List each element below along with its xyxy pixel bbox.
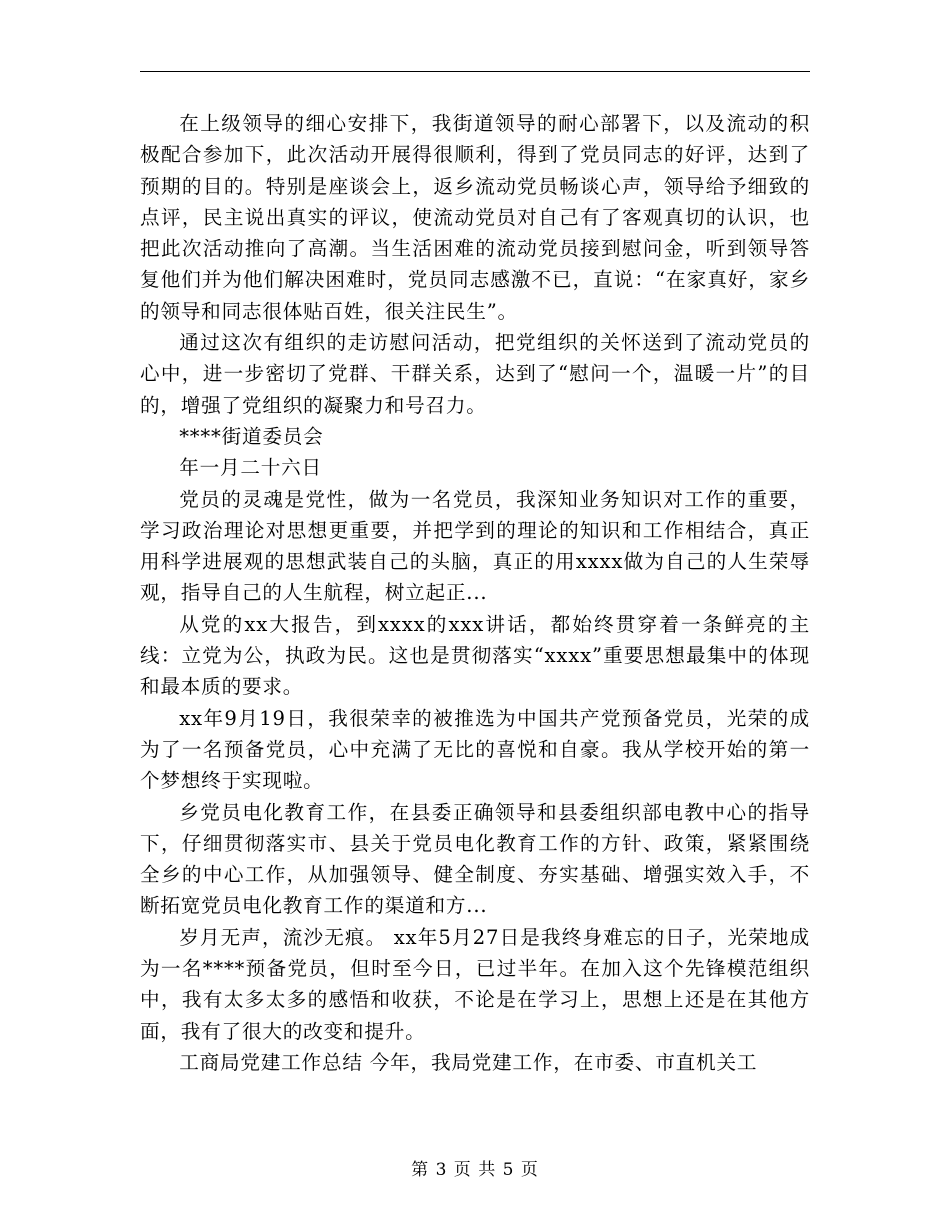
paragraph: 在上级领导的细心安排下，我街道领导的耐心部署下，以及流动的积极配合参加下，此次活动开展得很顺利，得到了党员同志的好评，达到了预期的目的。特别是座谈会上，返乡流动党员畅谈心声，领导给予细致的点评，民主说出真实的评议，使流动党员对自己有了客观真切的认识，也把此次活动推向了高潮。当生活困难的流动党员接到慰问金，听到领导答复他们并为他们解决困难时，党员同志感激不已，直说：“在家真好，家乡的领导和同志很体贴百姓，很关注民生”。 <box>140 112 810 323</box>
paragraph: 乡党员电化教育工作，在县委正确领导和县委组织部电教中心的指导下，仔细贯彻落实市、县关于党员电化教育工作的方针、政策，紧紧围绕全乡的中心工作，从加强领导、健全制度、夯实基础、增强实效入手，不断拓宽党员电化教育工作的渠道和方... <box>140 800 810 918</box>
paragraph: 通过这次有组织的走访慰问活动，把党组织的关怀送到了流动党员的心中，进一步密切了党群、干群关系，达到了“慰问一个，温暖一片”的目的，增强了党组织的凝聚力和号召力。 <box>140 331 810 417</box>
paragraph: xx年9月19日，我很荣幸的被推选为中国共产党预备党员，光荣的成为了一名预备党员，心中充满了无比的喜悦和自豪。我从学校开始的第一个梦想终于实现啦。 <box>140 706 810 793</box>
signature-org: ****街道委员会 <box>179 424 324 448</box>
page-footer: 第 3 页 共 5 页 <box>411 1160 539 1180</box>
header-rule <box>140 71 810 72</box>
document-body <box>140 108 810 1078</box>
paragraph: 工商局党建工作总结 今年，我局党建工作，在市委、市直机关工 <box>179 1050 758 1074</box>
paragraph: 党员的灵魂是党性，做为一名党员，我深知业务知识对工作的重要，学习政治理论对思想更重要，并把学到的理论的知识和工作相结合，真正用科学进展观的思想武装自己的头脑，真正的用xxxx做为自己的人生荣辱观，指导自己的人生航程，树立起正... <box>140 487 810 605</box>
signature-date: 年一月二十六日 <box>179 456 322 480</box>
paragraph: 从党的xx大报告，到xxxx的xxx讲话，都始终贯穿着一条鲜亮的主线：立党为公，执政为民。这也是贯彻落实“xxxx”重要思想最集中的体现和最本质的要求。 <box>140 612 810 699</box>
paragraph: 岁月无声，流沙无痕。 xx年5月27日是我终身难忘的日子，光荣地成为一名****预备党员，但时至今日，已过半年。在加入这个先锋模范组织中，我有太多太多的感悟和收获，不论是在学习上，思想上还是在其他方面，我有了很大的改变和提升。 <box>140 925 810 1043</box>
